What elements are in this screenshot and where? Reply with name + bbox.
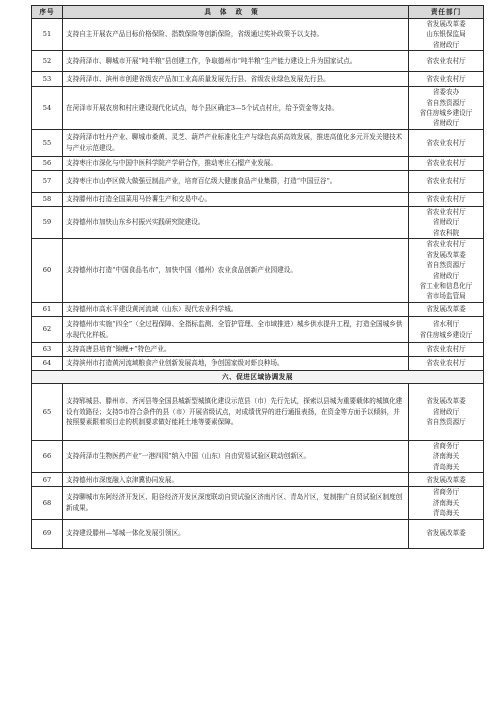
table-row — [32, 51, 484, 72]
row-number: 65 — [32, 384, 63, 441]
department-name: 省财政厅 — [432, 40, 460, 49]
department-name: 省农业农村厅 — [426, 177, 466, 186]
department-name: 省农业农村厅 — [426, 75, 466, 84]
department-name: 省农科院 — [432, 228, 460, 237]
department-name: 省发展改革委 — [426, 397, 466, 406]
department-name: 省财政厅 — [432, 119, 460, 128]
table-row — [32, 384, 484, 441]
policy-text: 支持德州市加快山东乡村振兴实践研究院建设。 — [63, 206, 409, 238]
responsible-departments — [409, 192, 484, 206]
responsible-departments — [409, 473, 484, 487]
row-number: 56 — [32, 156, 63, 170]
row-number: 51 — [32, 19, 63, 51]
table-header — [32, 6, 484, 19]
department-name: 省商务厅 — [432, 488, 460, 497]
section-header-body — [32, 371, 484, 384]
department-name: 省财政厅 — [432, 407, 460, 416]
policy-text: 支持自主开展农产品目标价格保险、指数保险等创新保险，省级通过奖补政策予以支持。 — [63, 19, 409, 51]
department-name: 省财政厅 — [432, 271, 460, 280]
row-number: 53 — [32, 72, 63, 87]
responsible-departments — [409, 87, 484, 130]
table-row — [32, 170, 484, 192]
table-row — [32, 239, 484, 303]
policy-text: 支持高唐县培育“锦鲤+”特色产业。 — [63, 343, 409, 357]
department-name: 省自然资源厅 — [426, 418, 466, 427]
row-number: 59 — [32, 206, 63, 238]
table-row — [32, 303, 484, 317]
row-number: 68 — [32, 487, 63, 519]
row-number: 58 — [32, 192, 63, 206]
department-name: 省自然资源厅 — [426, 261, 466, 270]
department-name: 省财政厅 — [432, 218, 460, 227]
row-number: 64 — [32, 357, 63, 371]
policy-text: 支持菏泽市、聊城市开展“吨半粮”县创建工作，争取德州市“吨半粮”生产能力建设上升为国家试点。 — [63, 51, 409, 72]
policy-text: 支持滕州市打造全国菜用马铃薯生产和交易中心。 — [63, 192, 409, 206]
policy-text: 支持菏泽市、滨州市创建省级农产品加工业高质量发展先行县、省级农业绿色发展先行县。 — [63, 72, 409, 87]
table-row — [32, 87, 484, 130]
row-number: 66 — [32, 441, 63, 473]
table-row — [32, 19, 484, 51]
table-row — [32, 156, 484, 170]
policy-text: 支持德州市打造“中国食品名市”，加快中国（德州）农业食品创新产业园建设。 — [63, 239, 409, 303]
header-policy: 具体政策 — [63, 6, 409, 19]
row-number: 54 — [32, 87, 63, 130]
table-row — [32, 129, 484, 156]
section-row — [32, 371, 484, 384]
responsible-departments — [409, 441, 484, 473]
table-body-a — [32, 19, 484, 371]
responsible-departments — [409, 519, 484, 548]
policy-text: 支持德州市实施“四全”（全过程保障、全指标监测、全管护管理、全市域推进）城乡供水提升工程，打造全国城乡供水现代化样板。 — [63, 317, 409, 343]
department-name: 省工业和信息化厅 — [419, 281, 473, 290]
table-row — [32, 519, 484, 548]
responsible-departments — [409, 343, 484, 357]
responsible-departments — [409, 156, 484, 170]
row-number: 69 — [32, 519, 63, 548]
policy-text: 支持建设滕州—邹城一体化发展引领区。 — [63, 519, 409, 548]
department-name: 济南海关 — [432, 452, 460, 461]
table-row — [32, 473, 484, 487]
department-name: 省发展改革委 — [426, 529, 466, 538]
policy-text: 支持菏泽市牡丹产业、聊城市桑黄、灵芝、葫芦产业标准化生产与绿色高质高效发展，推进高值化多元开发关键技术与产业示范建设。 — [63, 129, 409, 156]
department-name: 省委农办 — [432, 88, 460, 97]
responsible-departments — [409, 239, 484, 303]
responsible-departments — [409, 129, 484, 156]
department-name: 省农业农村厅 — [426, 138, 466, 147]
table-row — [32, 317, 484, 343]
table-row — [32, 343, 484, 357]
department-name: 省水利厅 — [432, 320, 460, 329]
responsible-departments — [409, 170, 484, 192]
row-number: 67 — [32, 473, 63, 487]
policy-text: 支持滨州市打造黄河流域粮食产业创新发展高地，争创国家级对虾良种场。 — [63, 357, 409, 371]
department-name: 山东银保监局 — [426, 30, 466, 39]
policy-text: 支持枣庄市山亭区做大做强豆制品产业，培育百亿级大健康食品产业集群，打造“中国豆谷”。 — [63, 170, 409, 192]
policy-table-container — [31, 5, 483, 549]
policy-text: 支持郓城县、滕州市、齐河县等全国县城新型城镇化建设示范县（市）先行先试，探索以县城为重要载体的城镇化建设有效路径；支持5市符合条件的县（市）开展省级试点，对成绩优异的进行通报表扬，在资金等方面予以倾斜，并按照要素跟着项目走的机制要求做好能耗土地等要素保障。 — [63, 384, 409, 441]
table-body-b — [32, 384, 484, 548]
policy-text: 支持德州市高水平建设黄河流域（山东）现代农业科学城。 — [63, 303, 409, 317]
department-name: 省住房城乡建设厅 — [419, 330, 473, 339]
responsible-departments — [409, 51, 484, 72]
table-row — [32, 357, 484, 371]
row-number: 61 — [32, 303, 63, 317]
department-name: 省农业农村厅 — [426, 195, 466, 204]
policy-text: 支持聊城市东阿经济开发区、阳谷经济开发区深度联动自贸试验区济南片区、青岛片区，复制推广自贸试验区制度创新成果。 — [63, 487, 409, 519]
department-name: 省商务厅 — [432, 442, 460, 451]
department-name: 省农业农村厅 — [426, 57, 466, 66]
responsible-departments — [409, 487, 484, 519]
department-name: 省农业农村厅 — [426, 159, 466, 168]
responsible-departments — [409, 384, 484, 441]
section-title: 六、促进区域协调发展 — [32, 371, 484, 384]
row-number: 52 — [32, 51, 63, 72]
table-row — [32, 72, 484, 87]
department-name: 济南海关 — [432, 498, 460, 507]
department-name: 青岛海关 — [432, 509, 460, 518]
responsible-departments — [409, 317, 484, 343]
row-number: 63 — [32, 343, 63, 357]
table-row — [32, 206, 484, 238]
department-name: 省农业农村厅 — [426, 240, 466, 249]
department-name: 省住房城乡建设厅 — [419, 109, 473, 118]
policy-text: 在菏泽市开展农房和村庄建设现代化试点，每个县区确定3—5个试点村庄，给予资金等支持。 — [63, 87, 409, 130]
responsible-departments — [409, 206, 484, 238]
table-row — [32, 441, 484, 473]
department-name: 省农业农村厅 — [426, 359, 466, 368]
policy-text: 支持德州市深度融入京津冀协同发展。 — [63, 473, 409, 487]
row-number: 55 — [32, 129, 63, 156]
table-row — [32, 487, 484, 519]
policy-text: 支持枣庄市深化与中国中医科学院产学研合作，推动枣庄石榴产业发展。 — [63, 156, 409, 170]
responsible-departments — [409, 303, 484, 317]
department-name: 省农业农村厅 — [426, 345, 466, 354]
department-name: 省发展改革委 — [426, 20, 466, 28]
department-name: 省发展改革委 — [426, 250, 466, 259]
row-number: 57 — [32, 170, 63, 192]
header-dept: 责任部门 — [409, 6, 484, 19]
department-name: 省自然资源厅 — [426, 98, 466, 107]
policy-table — [31, 5, 484, 549]
responsible-departments — [409, 357, 484, 371]
table-row — [32, 192, 484, 206]
department-name: 省发展改革委 — [426, 475, 466, 484]
row-number: 62 — [32, 317, 63, 343]
header-row — [32, 6, 484, 19]
header-no: 序号 — [32, 6, 63, 19]
responsible-departments — [409, 19, 484, 51]
department-name: 青岛海关 — [432, 462, 460, 471]
department-name: 省市场监管局 — [426, 292, 466, 301]
department-name: 省发展改革委 — [426, 305, 466, 314]
policy-text: 支持菏泽市生物医药产业“一港四园”纳入中国（山东）自由贸易试验区联动创新区。 — [63, 441, 409, 473]
row-number: 60 — [32, 239, 63, 303]
responsible-departments — [409, 72, 484, 87]
department-name: 省农业农村厅 — [426, 207, 466, 216]
